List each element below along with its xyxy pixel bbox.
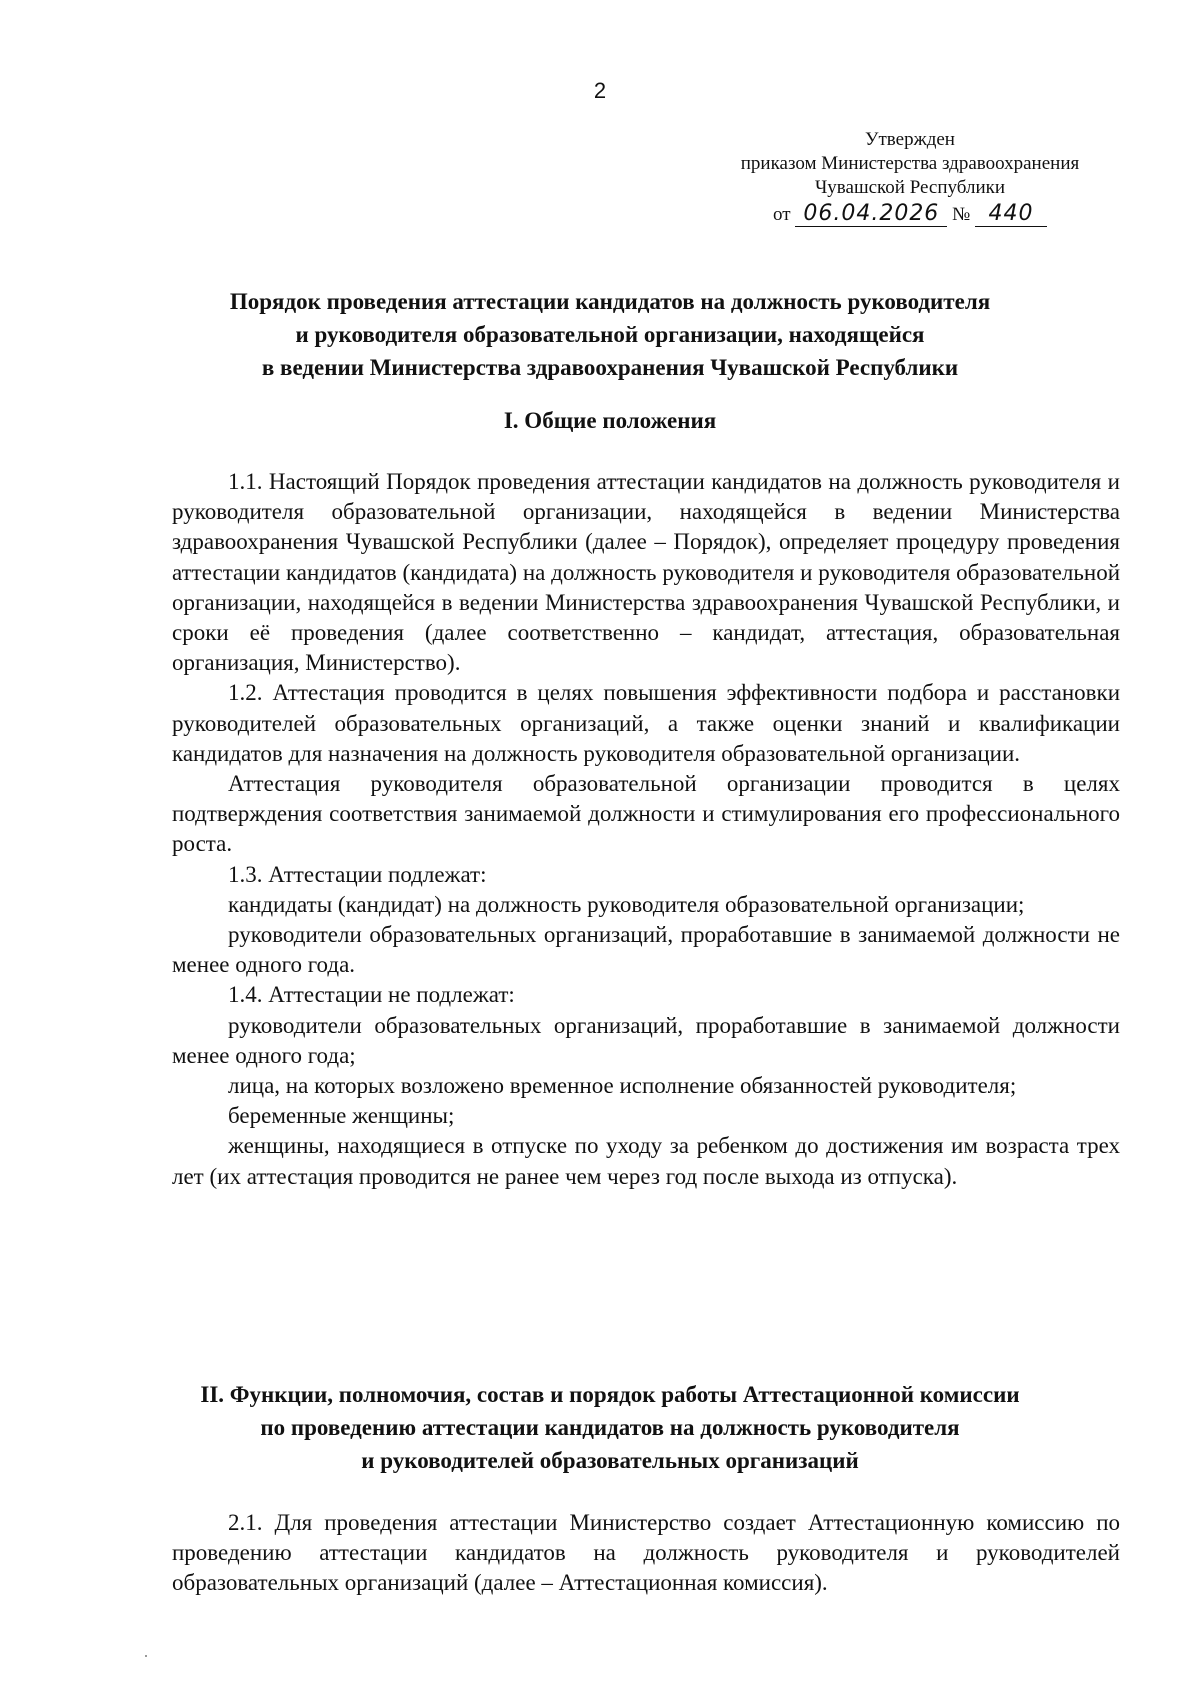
approval-date-line — [700, 202, 1120, 227]
from-label: от — [773, 204, 791, 225]
section-2-heading-line-1: II. Функции, полномочия, состав и порядок работы Аттестационной комиссии — [200, 1382, 1020, 1407]
section-2-body — [172, 1508, 1120, 1599]
paragraph: Аттестация руководителя образовательной организации проводится в целях подтверждения соответствия занимаемой должности и стимулирования его профессионального роста. — [172, 771, 1120, 857]
section-2-heading-line-3: и руководителей образовательных организаций — [361, 1448, 859, 1473]
paragraph: женщины, находящиеся в отпуске по уходу за ребенком до достижения им возраста трех лет (их аттестация проводится не ранее чем через год после выхода из отпуска). — [172, 1133, 1120, 1189]
section-2-heading-line-2: по проведению аттестации кандидатов на должность руководителя — [260, 1415, 960, 1440]
scan-artifact — [145, 1655, 147, 1657]
paragraph: 1.3. Аттестации подлежат: — [228, 861, 487, 887]
section-1-heading-text: I. Общие положения — [503, 408, 717, 433]
handwritten-number: 440 — [975, 202, 1047, 227]
paragraph: руководители образовательных организаций, проработавшие в занимаемой должности не менее одного года. — [172, 922, 1120, 978]
paragraph: 1.1. Настоящий Порядок проведения аттестации кандидатов на должность руководителя и руководителя образовательной организации, находящейся в ведении Министерства здравоохранения Чувашской Республики (далее – Порядок), определяет процедуру проведения аттестации кандидатов (кандидата) на должность руководителя и руководителя образовательной организации, находящейся в ведении Министерства здравоохранения Чувашской Республики, и сроки её проведения (далее соответственно – кандидат, аттестация, образовательная организация, Министерство). — [172, 469, 1120, 676]
approval-line-3: Чувашской Республики — [814, 177, 1006, 198]
paragraph: кандидаты (кандидат) на должность руководителя образовательной организации; — [228, 891, 1025, 917]
approval-line-2: приказом Министерства здравоохранения — [740, 153, 1080, 174]
page-number: 2 — [593, 78, 607, 103]
paragraph: беременные женщины; — [228, 1103, 455, 1129]
paragraph: лица, на которых возложено временное исполнение обязанностей руководителя; — [228, 1073, 1017, 1099]
paragraph: руководители образовательных организаций, проработавшие в занимаемой должности менее одного года; — [172, 1012, 1120, 1068]
section-2-heading — [170, 1378, 1050, 1477]
handwritten-date: 06.04.2026 — [795, 202, 947, 227]
title-line-2: и руководителя образовательной организации, находящейся — [295, 322, 925, 347]
approval-stamp — [700, 128, 1120, 227]
paragraph: 1.4. Аттестации не подлежат: — [228, 982, 515, 1008]
paragraph: 2.1. Для проведения аттестации Министерство создает Аттестационную комиссию по проведению аттестации кандидатов на должность руководителя и руководителей образовательных организаций (далее – Аттестационная комиссия). — [172, 1510, 1120, 1596]
document-title — [170, 285, 1050, 384]
section-1-body — [172, 467, 1120, 1192]
title-line-1: Порядок проведения аттестации кандидатов на должность руководителя — [229, 289, 991, 314]
title-line-3: в ведении Министерства здравоохранения Чувашской Республики — [261, 355, 959, 380]
approval-line-1: Утвержден — [865, 129, 955, 150]
section-1-heading — [170, 404, 1050, 437]
paragraph: 1.2. Аттестация проводится в целях повышения эффективности подбора и расстановки руководителей образовательных организаций, а также оценки знаний и квалификации кандидатов для назначения на должность руководителя образовательной организации. — [172, 680, 1120, 766]
number-label: № — [952, 204, 971, 225]
